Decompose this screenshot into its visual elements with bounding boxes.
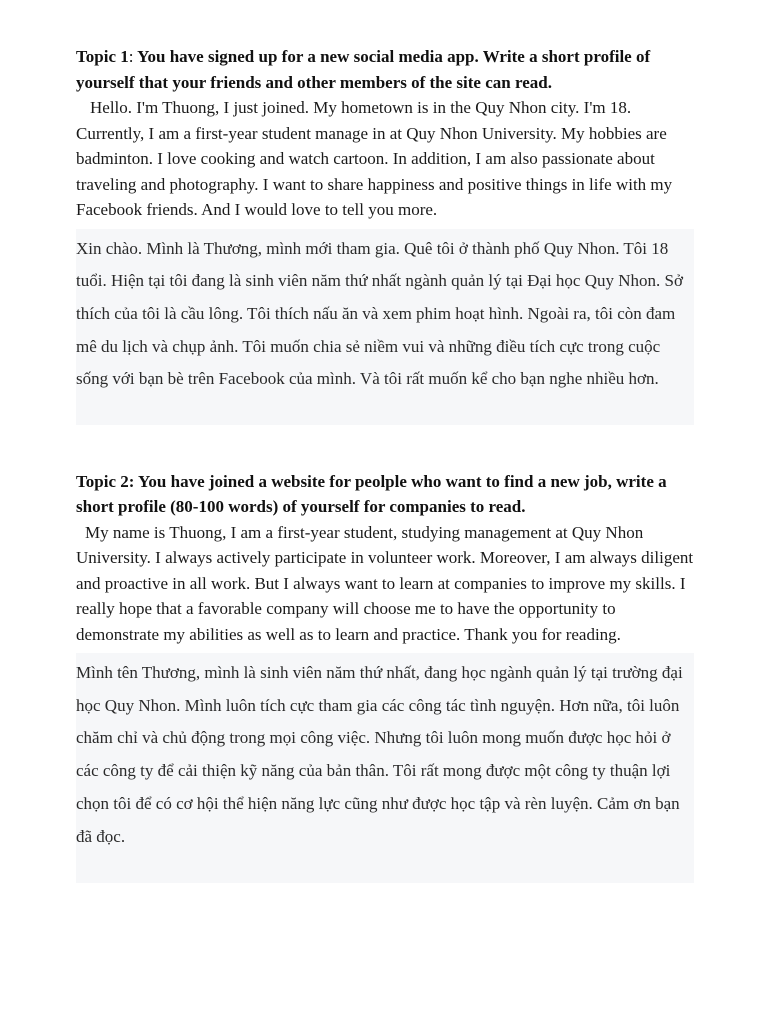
topic-1-english-answer: Hello. I'm Thuong, I just joined. My hometown is in the Quy Nhon city. I'm 18. Currently, I am a first-year student manage in at Quy Nhon University. My hobbies are badminton. I love cooking and watch cartoon. In addition, I am also passionate about traveling and photography. I want to share happiness and positive things in life with my Facebook friends. And I would love to tell you more. <box>76 98 673 219</box>
topic-2-heading: Topic 2: You have joined a website for peolple who want to find a new job, write a short profile (80-100 words) of yourself for companies to read. <box>76 471 667 516</box>
topic-1-label: Topic 1 <box>76 47 129 66</box>
topic-2-english-answer: My name is Thuong, I am a first-year student, studying management at Quy Nhon University. I always actively participate in volunteer work. Moreover, I am always diligent and proactive in all work. But I always want to learn at companies to improve my skills. I really hope that a favorable company will choose me to have the opportunity to demonstrate my abilities as well as to learn and practice. Thank you for reading. <box>76 522 694 644</box>
document-page <box>76 44 694 883</box>
topic-1-vietnamese-translation: Xin chào. Mình là Thương, mình mới tham gia. Quê tôi ở thành phố Quy Nhon. Tôi 18 tuổi. Hiện tại tôi đang là sinh viên năm thứ nhất ngành quản lý tại Đại học Quy Nhon. Sở thích của tôi là cầu lông. Tôi thích nấu ăn và xem phim hoạt hình. Ngoài ra, tôi còn đam mê du lịch và chụp ảnh. Tôi muốn chia sẻ niềm vui và những điều tích cực trong cuộc sống với bạn bè trên Facebook của mình. Và tôi rất muốn kể cho bạn nghe nhiều hơn. <box>76 229 694 425</box>
topic-1-section <box>76 44 694 425</box>
topic-1-prompt: You have signed up for a new social media app. Write a short profile of yourself that your friends and other members of the site can read. <box>76 47 651 92</box>
topic-2-section <box>76 469 694 884</box>
topic-1-heading <box>76 44 694 95</box>
topic-1-colon: : <box>128 47 134 66</box>
topic-2-vietnamese-translation: Mình tên Thương, mình là sinh viên năm thứ nhất, đang học ngành quản lý tại trường đại học Quy Nhon. Mình luôn tích cực tham gia các công tác tình nguyện. Hơn nữa, tôi luôn chăm chỉ và chủ động trong mọi công việc. Nhưng tôi luôn mong muốn được học hỏi ở các công ty để cải thiện kỹ năng của bản thân. Tôi rất mong được một công ty thuận lợi chọn tôi để có cơ hội thể hiện năng lực cũng như được học tập và rèn luyện. Cảm ơn bạn đã đọc. <box>76 653 694 883</box>
